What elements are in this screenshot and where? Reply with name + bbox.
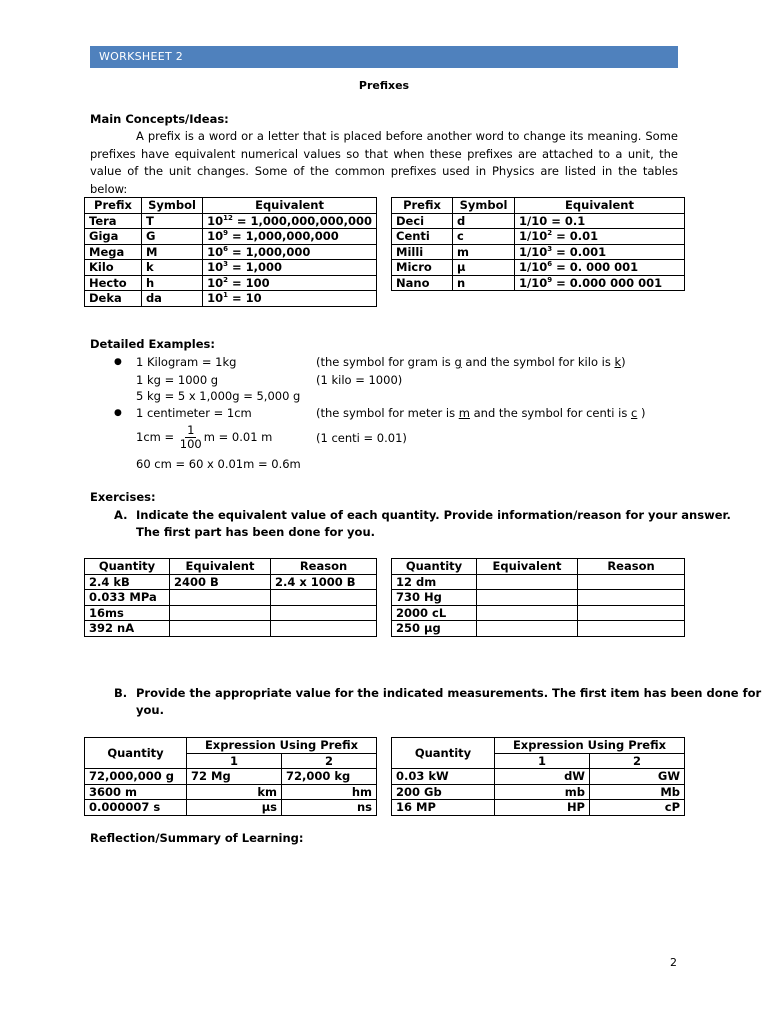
col-header: Prefix	[392, 198, 453, 214]
prefix-symbol: c	[453, 229, 515, 245]
table-row	[392, 574, 685, 590]
exercise-b-table-right	[391, 737, 685, 816]
detailed-examples-heading: Detailed Examples:	[90, 337, 215, 351]
equivalent-base: 10	[207, 213, 224, 228]
equivalent-base: 1/10	[519, 275, 548, 290]
example-fraction-line: 1cm = $\frac{1}{100}$ m = 0.01 m	[136, 423, 273, 451]
prefix-name: Mega	[85, 244, 142, 260]
quantity-cell: 200 Gb	[392, 784, 495, 800]
col-header: Symbol	[453, 198, 515, 214]
equivalent-base: 1/10	[519, 213, 548, 228]
equivalent-base: 10	[207, 229, 224, 243]
equivalent-cell	[170, 621, 271, 637]
equivalent-cell	[170, 590, 271, 606]
bullet-icon: ●	[114, 357, 122, 367]
table-row	[392, 213, 685, 229]
table-row	[85, 229, 377, 245]
table-row	[85, 574, 377, 590]
table-row	[85, 784, 377, 800]
example-note: (the symbol for gram is g and the symbol for kilo is k)	[316, 355, 626, 369]
equivalent-exponent: 3	[547, 244, 553, 253]
equivalent-base: 1/10	[519, 229, 548, 243]
equivalent-value: = 0.1	[547, 213, 586, 228]
prefix-name: Kilo	[85, 260, 142, 276]
exercise-a-label: A.	[114, 508, 128, 522]
col-header: Reason	[578, 559, 685, 575]
table-row	[392, 769, 685, 785]
table-row	[392, 275, 685, 291]
quantity-cell: 2000 cL	[392, 605, 477, 621]
prefix-name: Nano	[392, 275, 453, 291]
reason-cell	[271, 621, 377, 637]
table-row	[392, 621, 685, 637]
exercise-a-text: The first part has been done for you.	[136, 525, 376, 539]
prefix-symbol: d	[453, 213, 515, 229]
quantity-cell: 0.03 kW	[392, 769, 495, 785]
table-row	[392, 229, 685, 245]
exercise-b-text: you.	[136, 703, 164, 717]
expression-1-cell: km	[187, 784, 282, 800]
equivalent-value: = 1,000,000	[227, 244, 311, 259]
main-concepts-paragraph: A prefix is a word or a letter that is placed before another word to change its meaning. Some prefixes have equivalent numerical values so that when these prefixes are attached to a unit, the value of the unit changes. Some of the common prefixes used in Physics are listed in the tables below:	[90, 129, 678, 196]
quantity-cell: 2.4 kB	[85, 574, 170, 590]
prefix-symbol: T	[141, 213, 202, 229]
quantity-cell: 250 μg	[392, 621, 477, 637]
expression-1-cell: 72 Mg	[187, 769, 282, 785]
equivalent-exponent: 9	[223, 229, 228, 237]
prefix-symbol: da	[141, 291, 202, 307]
table-row	[392, 784, 685, 800]
equivalent-exponent: 2	[223, 275, 228, 284]
prefix-equivalent	[203, 291, 377, 307]
equivalent-exponent: 1	[223, 291, 228, 299]
reason-cell	[578, 590, 685, 606]
col-header: Equivalent	[203, 198, 377, 214]
prefix-equivalent	[515, 229, 685, 245]
exercise-b-label: B.	[114, 686, 128, 700]
quantity-cell: 0.000007 s	[85, 800, 187, 816]
equivalent-cell	[170, 605, 271, 621]
expression-2-cell: hm	[282, 784, 377, 800]
prefix-equivalent	[515, 213, 685, 229]
prefix-name: Tera	[85, 213, 142, 229]
exercise-b-text: Provide the appropriate value for the indicated measurements. The first item has been done for	[136, 686, 762, 700]
reason-cell	[578, 574, 685, 590]
table-row	[85, 244, 377, 260]
table-row	[85, 260, 377, 276]
table-row	[85, 275, 377, 291]
col-header: Quantity	[392, 559, 477, 575]
col-header: 2	[282, 753, 377, 769]
equivalent-exponent: 2	[547, 229, 553, 237]
expression-2-cell: Mb	[590, 784, 685, 800]
equivalent-value: = 1,000	[227, 260, 283, 274]
table-row	[85, 605, 377, 621]
prefix-table-small	[391, 197, 685, 291]
table-row	[85, 769, 377, 785]
equivalent-cell: 2400 B	[170, 574, 271, 590]
bullet-icon: ●	[114, 408, 122, 418]
col-header: Expression Using Prefix	[495, 738, 685, 754]
prefix-symbol: μ	[453, 260, 515, 276]
equivalent-value: = 0. 000 001	[552, 260, 639, 274]
equivalent-cell	[477, 621, 578, 637]
equivalent-cell	[477, 605, 578, 621]
quantity-cell: 16ms	[85, 605, 170, 621]
table-row	[392, 260, 685, 276]
reason-cell	[578, 605, 685, 621]
col-header: Prefix	[85, 198, 142, 214]
exercises-heading: Exercises:	[90, 490, 156, 504]
prefix-equivalent	[203, 213, 377, 229]
equivalent-value: = 0.01	[552, 229, 599, 243]
quantity-cell: 16 MP	[392, 800, 495, 816]
prefix-name: Hecto	[85, 275, 142, 291]
table-row	[85, 621, 377, 637]
equivalent-value: = 10	[227, 291, 262, 305]
equivalent-exponent: 12	[223, 213, 233, 222]
prefix-symbol: n	[453, 275, 515, 291]
reflection-heading: Reflection/Summary of Learning:	[90, 831, 304, 845]
equivalent-value: = 1,000,000,000	[227, 229, 339, 243]
exercise-a-text: Indicate the equivalent value of each quantity. Provide information/reason for your answer.	[136, 508, 731, 522]
example-line: 1 centimeter = 1cm	[136, 406, 252, 420]
prefix-name: Deci	[392, 213, 453, 229]
prefix-symbol: k	[141, 260, 202, 276]
prefix-symbol: M	[141, 244, 202, 260]
col-header: Symbol	[141, 198, 202, 214]
expression-2-cell: GW	[590, 769, 685, 785]
exercise-b-table-left	[84, 737, 377, 816]
prefix-equivalent	[203, 275, 377, 291]
equivalent-exponent: 6	[547, 260, 553, 268]
expression-2-cell: 72,000 kg	[282, 769, 377, 785]
expression-1-cell: μs	[187, 800, 282, 816]
example-note: (the symbol for meter is m and the symbol for centi is c )	[316, 406, 646, 420]
col-header: Reason	[271, 559, 377, 575]
main-concepts-heading: Main Concepts/Ideas:	[90, 112, 229, 126]
prefix-name: Deka	[85, 291, 142, 307]
col-header: Equivalent	[170, 559, 271, 575]
equivalent-base: 10	[207, 291, 224, 305]
prefix-symbol: G	[141, 229, 202, 245]
exercise-a-table-right	[391, 558, 685, 637]
equivalent-exponent: 6	[223, 244, 228, 253]
example-line: 1 Kilogram = 1kg	[136, 355, 237, 369]
reason-cell: 2.4 x 1000 B	[271, 574, 377, 590]
col-header: 2	[590, 753, 685, 769]
table-row	[85, 291, 377, 307]
col-header: 1	[495, 753, 590, 769]
page-title: Prefixes	[358, 79, 410, 92]
example-line: 60 cm = 60 x 0.01m = 0.6m	[136, 457, 301, 471]
reason-cell	[271, 590, 377, 606]
quantity-cell: 12 dm	[392, 574, 477, 590]
equivalent-base: 10	[207, 244, 224, 259]
quantity-cell: 730 Hg	[392, 590, 477, 606]
prefix-name: Centi	[392, 229, 453, 245]
prefix-equivalent	[203, 260, 377, 276]
reason-cell	[271, 605, 377, 621]
equivalent-cell	[477, 590, 578, 606]
example-line: 1 kg = 1000 g	[136, 373, 219, 387]
reason-cell	[578, 621, 685, 637]
equivalent-exponent: 3	[223, 260, 228, 268]
expression-1-cell: HP	[495, 800, 590, 816]
prefix-name: Micro	[392, 260, 453, 276]
quantity-cell: 392 nA	[85, 621, 170, 637]
quantity-cell: 3600 m	[85, 784, 187, 800]
col-header: Equivalent	[515, 198, 685, 214]
col-header: Equivalent	[477, 559, 578, 575]
equivalent-base: 1/10	[519, 244, 548, 259]
prefix-symbol: h	[141, 275, 202, 291]
quantity-cell: 72,000,000 g	[85, 769, 187, 785]
example-line: 5 kg = 5 x 1,000g = 5,000 g	[136, 389, 301, 403]
col-header: Quantity	[85, 559, 170, 575]
equivalent-base: 10	[207, 275, 224, 290]
prefix-symbol: m	[453, 244, 515, 260]
col-header: Expression Using Prefix	[187, 738, 377, 754]
prefix-name: Giga	[85, 229, 142, 245]
equivalent-base: 10	[207, 260, 224, 274]
equivalent-exponent: 9	[547, 275, 553, 284]
equivalent-value: = 100	[227, 275, 270, 290]
worksheet-banner: WORKSHEET 2	[90, 46, 678, 68]
exercise-a-table-left	[84, 558, 377, 637]
quantity-cell: 0.033 MPa	[85, 590, 170, 606]
table-row	[85, 213, 377, 229]
equivalent-base: 1/10	[519, 260, 548, 274]
prefix-equivalent	[515, 260, 685, 276]
equivalent-value: = 0.001	[552, 244, 607, 259]
table-row	[392, 800, 685, 816]
col-header: 1	[187, 753, 282, 769]
table-row	[392, 244, 685, 260]
table-row	[85, 590, 377, 606]
prefix-equivalent	[203, 244, 377, 260]
expression-2-cell: cP	[590, 800, 685, 816]
example-note: (1 centi = 0.01)	[316, 431, 407, 445]
fraction: $\frac{1}{100}$	[179, 423, 202, 451]
prefix-equivalent	[203, 229, 377, 245]
table-row	[85, 800, 377, 816]
prefix-equivalent	[515, 275, 685, 291]
example-note: (1 kilo = 1000)	[316, 373, 403, 387]
page-number: 2	[670, 956, 677, 969]
col-header: Quantity	[85, 738, 187, 769]
table-row	[392, 590, 685, 606]
equivalent-value: = 0.000 000 001	[552, 275, 663, 290]
table-row	[392, 605, 685, 621]
prefix-name: Milli	[392, 244, 453, 260]
expression-1-cell: mb	[495, 784, 590, 800]
equivalent-value: = 1,000,000,000,000	[232, 213, 372, 228]
expression-2-cell: ns	[282, 800, 377, 816]
col-header: Quantity	[392, 738, 495, 769]
prefix-table-large	[84, 197, 377, 307]
equivalent-cell	[477, 574, 578, 590]
prefix-equivalent	[515, 244, 685, 260]
expression-1-cell: dW	[495, 769, 590, 785]
